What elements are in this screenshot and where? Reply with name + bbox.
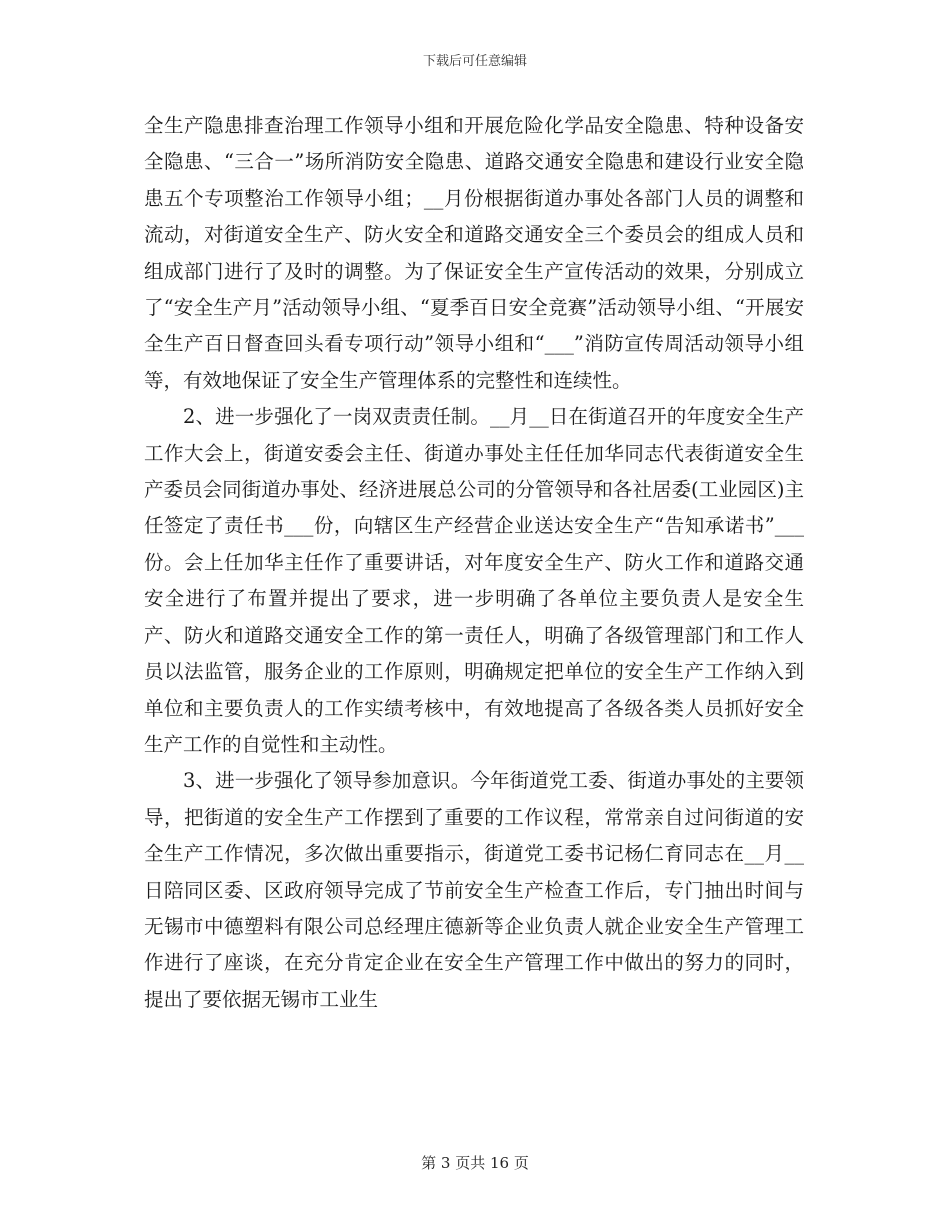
paragraph-leadership-awareness: 3、进一步强化了领导参加意识。今年街道党工委、街道办事处的主要领导，把街道的安全生产工作摆到了重要的工作议程，常常亲自过问街道的安全生产工作情况，多次做出重要指示，街道党工委书记杨仁育同志在__月__日陪同区委、区政府领导完成了节前安全生产检查工作后，专门抽出时间与无锡市中德塑料有限公司总经理庄德新等企业负责人就企业安全生产管理工作进行了座谈，在充分肯定企业在安全生产管理工作中做出的努力的同时，提出了要依据无锡市工业生 bbox=[144, 769, 804, 1011]
paragraph-responsibility-system: 2、进一步强化了一岗双责责任制。__月__日在街道召开的年度安全生产工作大会上，街道安委会主任、街道办事处主任任加华同志代表街道安全生产委员会同街道办事处、经济进展总公司的分管领导和各社居委(工业园区)主任签定了责任书___份，向辖区生产经营企业送达安全生产“告知承诺书”___份。会上任加华主任作了重要讲话，对年度安全生产、防火工作和道路交通安全进行了布置并提出了要求，进一步明确了各单位主要负责人是安全生产、防火和道路交通安全工作的第一责任人，明确了各级管理部门和工作人员以法监管，服务企业的工作原则，明确规定把单位的安全生产工作纳入到单位和主要负责人的工作实绩考核中，有效地提高了各级各类人员抓好安全生产工作的自觉性和主动性。 bbox=[144, 405, 804, 756]
paragraph-continued: 全生产隐患排查治理工作领导小组和开展危险化学品安全隐患、特种设备安全隐患、“三合一”场所消防安全隐患、道路交通安全隐患和建设行业安全隐患五个专项整治工作领导小组；__月份根据街道办事处各部门人员的调整和流动，对街道安全生产、防火安全和道路交通安全三个委员会的组成人员和组成部门进行了及时的调整。为了保证安全生产宣传活动的效果，分别成立了“安全生产月”活动领导小组、“夏季百日安全竞赛”活动领导小组、“开展安全生产百日督查回头看专项行动”领导小组和“___”消防宣传周活动领导小组等，有效地保证了安全生产管理体系的完整性和连续性。 bbox=[144, 114, 804, 392]
page-header-note: 下载后可任意编辑 bbox=[422, 54, 527, 69]
document-body bbox=[144, 108, 804, 1018]
page-number: 第 3 页共 16 页 bbox=[421, 1154, 529, 1172]
